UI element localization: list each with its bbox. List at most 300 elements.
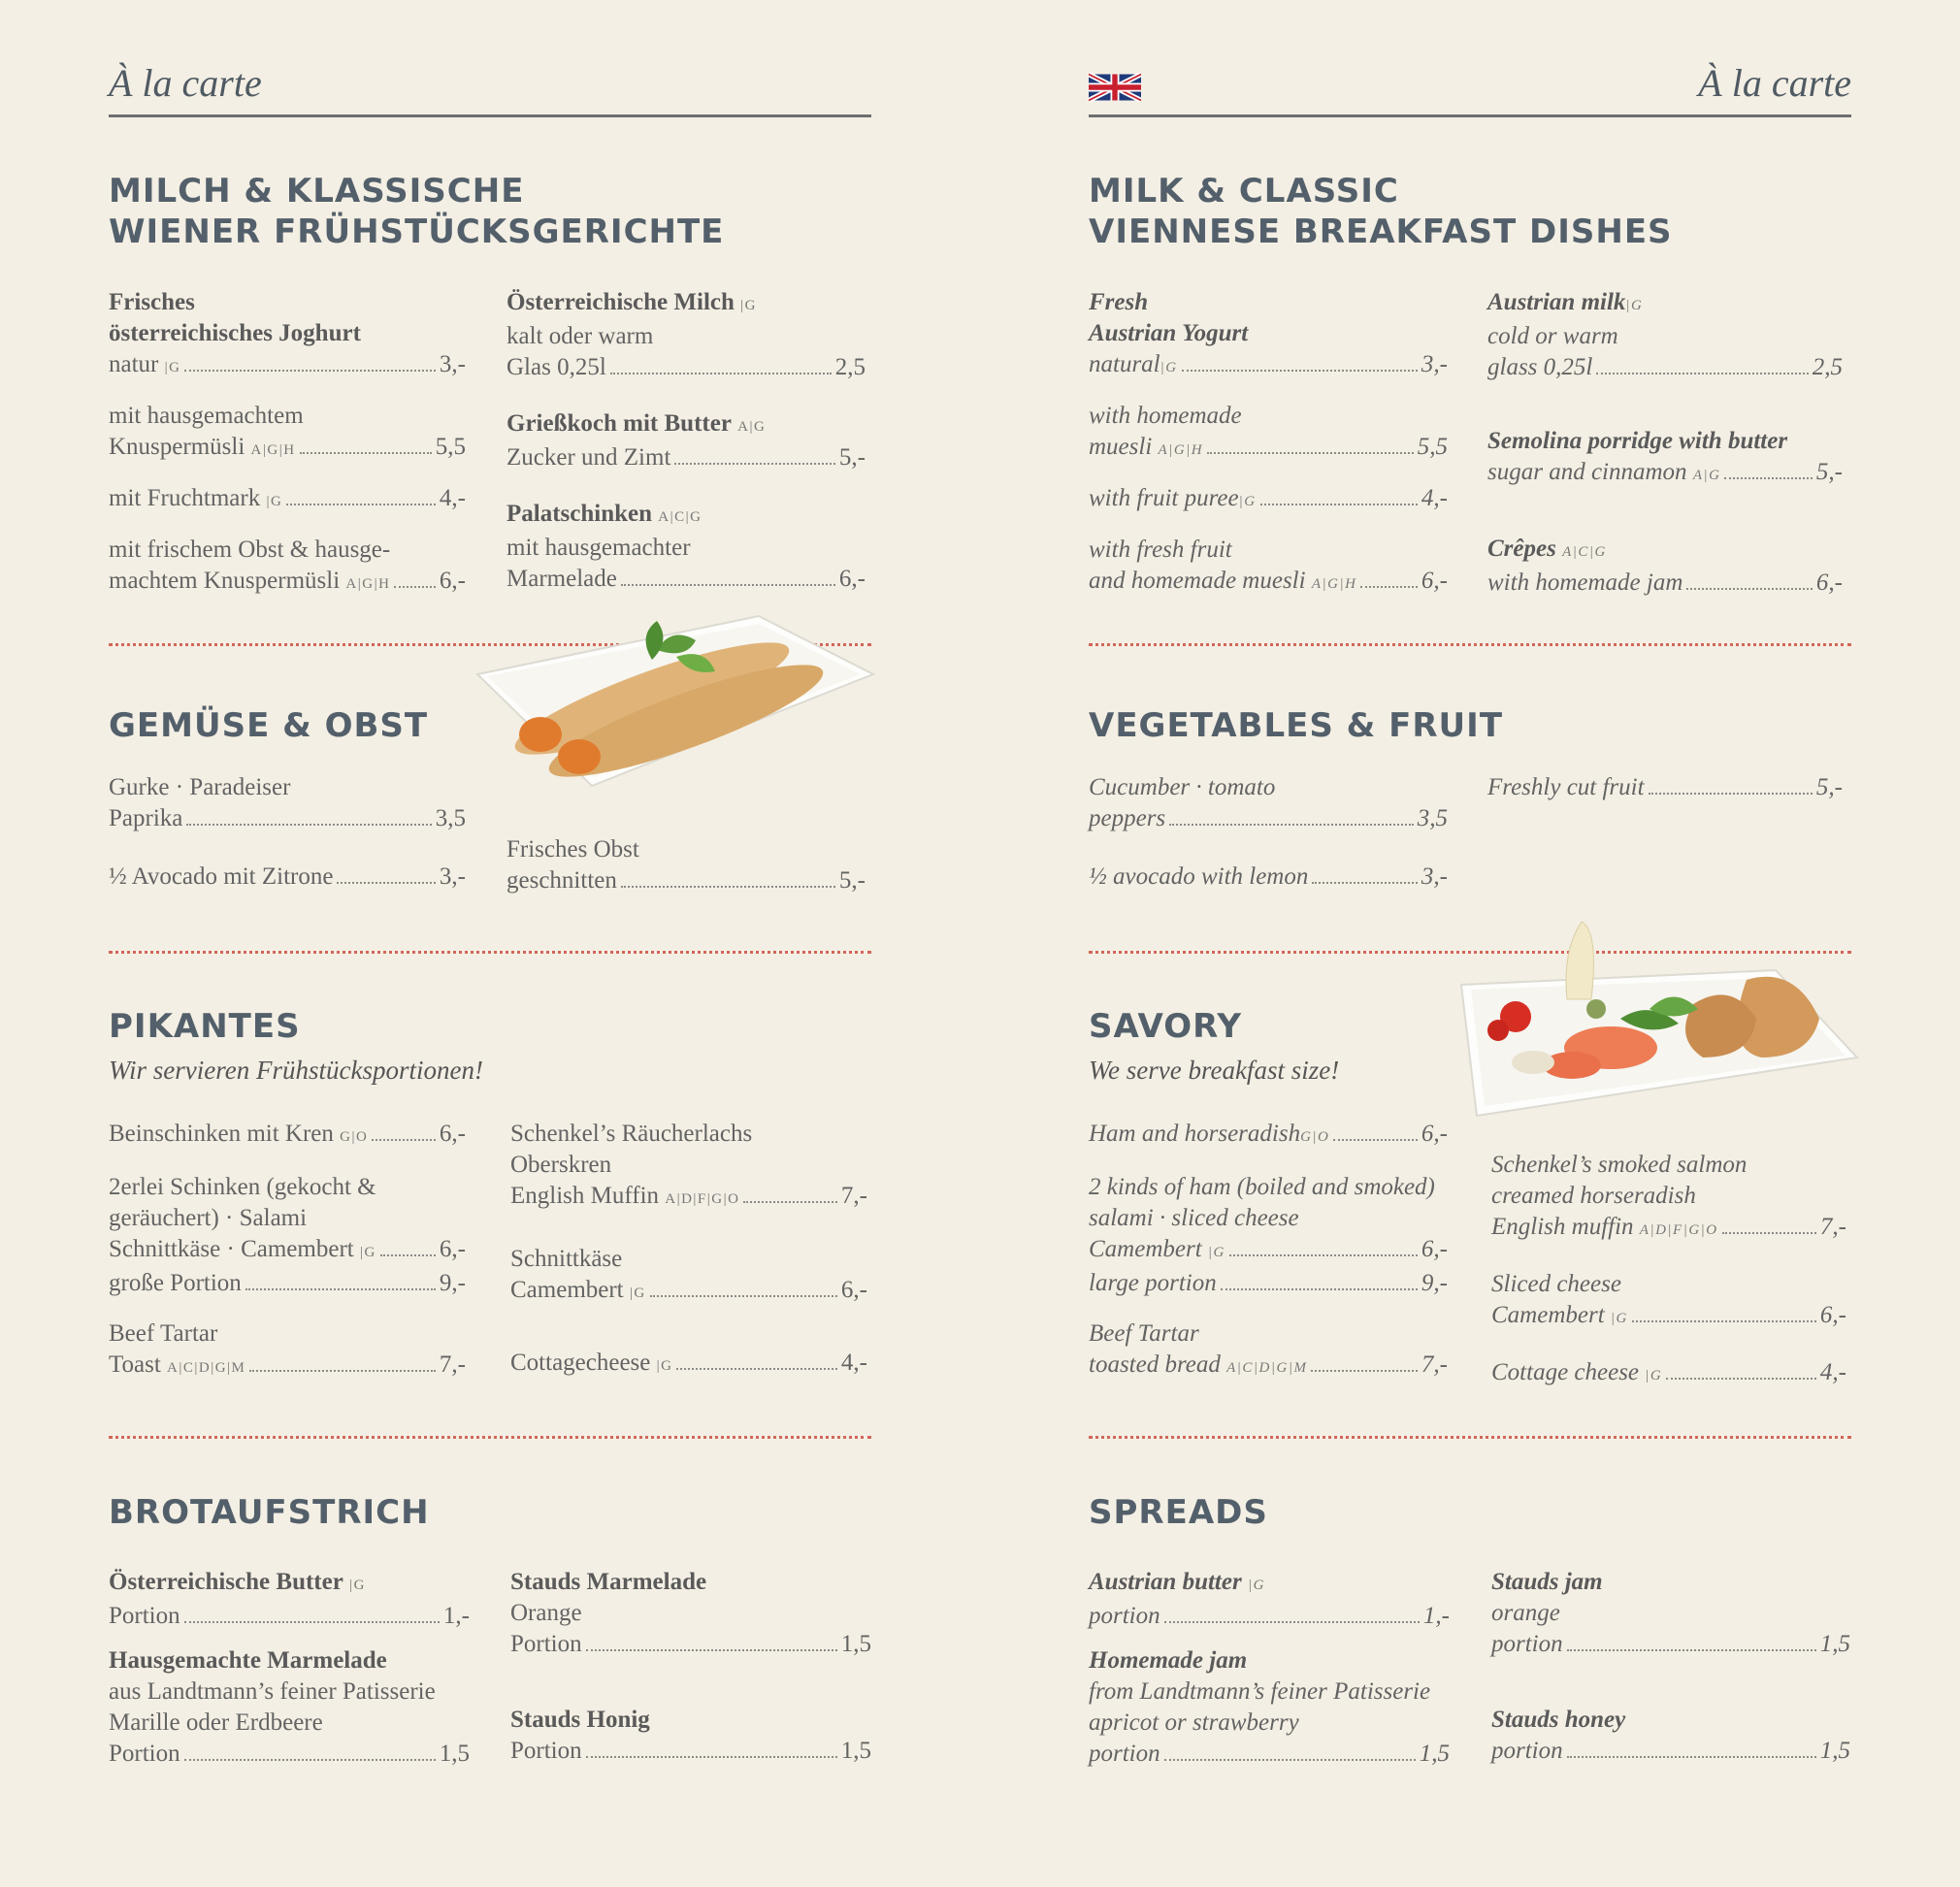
dot-leader (1567, 1649, 1816, 1651)
item-price: 6,- (840, 1277, 867, 1303)
item-desc: Zucker und Zimt (506, 444, 671, 471)
item-desc: mit hausgemachter (506, 535, 691, 561)
item-name: Österreichische Butter (109, 1569, 343, 1595)
dot-leader (743, 1201, 836, 1203)
page-header-right: À la carte (1698, 61, 1851, 105)
item-desc: sugar and cinnamon (1487, 459, 1687, 485)
section-divider (1089, 643, 1851, 646)
dot-leader (1360, 586, 1418, 588)
allergen-codes: A|D|F|G|O (1639, 1222, 1718, 1238)
dot-leader (1649, 793, 1813, 795)
item-desc: Toast (109, 1351, 161, 1378)
item-desc: Portion (109, 1741, 180, 1767)
item-price: 1,- (442, 1603, 470, 1629)
allergen-codes: |G (349, 1578, 366, 1593)
item-price: 4,- (439, 485, 466, 511)
dot-leader (586, 1649, 837, 1651)
dot-leader (1312, 882, 1418, 884)
menu-column (506, 287, 866, 612)
menu-item (1089, 535, 1448, 600)
item-desc: Frisches Obst (506, 836, 639, 862)
item-desc: mit frischem Obst & hausge- (109, 537, 391, 563)
item-price: 5,- (1815, 774, 1843, 800)
item-desc: large portion (1089, 1270, 1217, 1296)
item-desc: machtem Knuspermüsli (109, 568, 341, 594)
dot-leader (245, 1288, 436, 1290)
item-desc: Oberskren (510, 1152, 612, 1178)
item-price: 1,- (1422, 1603, 1450, 1629)
item-price: 7,- (1421, 1351, 1448, 1378)
menu-item (510, 1348, 867, 1382)
item-price: 5,- (838, 444, 866, 471)
allergen-codes: A|G|H (1311, 576, 1357, 592)
price-line (506, 442, 866, 473)
allergen-codes: |G (266, 494, 283, 509)
item-desc: Portion (510, 1631, 582, 1657)
menu-item (1491, 1567, 1850, 1660)
price-line (1491, 1629, 1850, 1660)
item-price: 4,- (840, 1350, 867, 1376)
price-line (1487, 568, 1843, 599)
menu-item (1089, 772, 1448, 834)
header-rule-right (1089, 114, 1851, 117)
item-price: 5,- (1815, 459, 1843, 485)
item-price: 4,- (1819, 1359, 1846, 1385)
dot-leader (286, 504, 436, 505)
item-desc: Portion (510, 1738, 582, 1764)
item-desc: creamed horseradish (1491, 1183, 1696, 1209)
menu-item (510, 1244, 867, 1309)
item-desc: Ham and horseradish (1089, 1121, 1301, 1147)
item-desc: and homemade muesli (1089, 568, 1306, 594)
menu-item (109, 772, 466, 834)
item-price: 1,5 (439, 1741, 470, 1767)
menu-item (506, 408, 866, 473)
item-desc: with fruit puree (1089, 485, 1239, 511)
item-price: 7,- (439, 1351, 466, 1378)
dot-leader (621, 886, 835, 888)
dot-leader (1164, 1759, 1416, 1761)
item-price: 5,5 (435, 434, 466, 460)
dot-leader (1333, 1139, 1418, 1141)
allergen-codes: A|C|D|G|M (167, 1360, 246, 1376)
item-name: Austrian milk (1487, 289, 1626, 315)
menu-item (1089, 1172, 1448, 1299)
menu-item (506, 287, 866, 383)
item-price: 3,- (439, 351, 466, 377)
item-price: 6,- (439, 1236, 466, 1262)
menu-item (109, 535, 466, 600)
menu-item (109, 401, 466, 466)
price-line (109, 1268, 466, 1299)
price-line (1089, 1119, 1448, 1153)
item-desc: Schenkel’s smoked salmon (1491, 1152, 1748, 1178)
price-line (1089, 1268, 1448, 1299)
menu-column (1491, 1567, 1850, 1784)
item-desc: toasted bread (1089, 1351, 1221, 1378)
item-desc: Orange (510, 1600, 582, 1626)
item-name: Stauds honey (1491, 1707, 1626, 1733)
allergen-codes: |G (1207, 1245, 1225, 1260)
price-line (109, 483, 466, 517)
price-line (1491, 1736, 1850, 1767)
allergen-codes: |G (164, 360, 181, 375)
price-line (1487, 352, 1843, 383)
item-desc: Cottagecheese (510, 1350, 651, 1376)
menu-column (510, 1119, 867, 1399)
section-title-milk-en (1089, 171, 1673, 252)
section-divider (109, 1436, 871, 1439)
dot-leader (249, 1370, 436, 1372)
page-header-left: À la carte (109, 61, 262, 105)
item-desc: with homemade (1089, 403, 1242, 429)
item-desc: Sliced cheese (1491, 1271, 1621, 1297)
item-desc: Knuspermüsli (109, 434, 245, 460)
crepes-dish-image (468, 606, 875, 791)
item-price: 3,- (1421, 351, 1448, 377)
price-line (1089, 803, 1448, 834)
item-desc: Cottage cheese (1491, 1359, 1640, 1385)
dot-leader (1722, 1232, 1816, 1234)
allergen-codes: A|C|D|G|M (1226, 1360, 1308, 1376)
item-name: Homemade jam (1089, 1647, 1248, 1674)
item-price: 1,5 (1819, 1631, 1850, 1657)
allergen-codes: A|G|H (1158, 442, 1204, 458)
menu-item (1491, 1150, 1846, 1246)
item-name: Fresh (1089, 289, 1149, 315)
item-price: 6,- (439, 568, 466, 594)
section-divider (109, 951, 871, 954)
section-title-line: MILCH & KLASSISCHE (109, 172, 525, 211)
allergen-codes: G|O (340, 1129, 369, 1145)
allergen-codes: A|C|G (658, 509, 702, 525)
item-price: 7,- (840, 1183, 867, 1209)
menu-column (1487, 287, 1843, 616)
price-line (510, 1348, 867, 1382)
allergen-codes: |G (1238, 494, 1257, 509)
item-desc: muesli (1089, 434, 1153, 460)
section-title-savory-en: SAVORY (1089, 1007, 1243, 1046)
item-desc: Camembert (1491, 1302, 1605, 1328)
allergen-codes: A|G (1692, 468, 1721, 483)
item-name: Crêpes (1487, 536, 1556, 562)
dot-leader (1596, 373, 1808, 374)
price-line (1491, 1212, 1846, 1246)
price-line (1089, 1739, 1450, 1770)
price-line (510, 1275, 867, 1309)
item-price: 5,5 (1417, 434, 1448, 460)
dot-leader (1311, 1370, 1417, 1372)
menu-item (1089, 287, 1448, 383)
item-desc: aus Landtmann’s feiner Patisserie (109, 1678, 436, 1705)
menu-column (1089, 1567, 1450, 1787)
menu-item (506, 834, 866, 896)
allergen-codes: A|C|G (1562, 544, 1607, 560)
menu-item (1089, 1645, 1450, 1770)
item-desc: with fresh fruit (1089, 537, 1232, 563)
dot-leader (1164, 1621, 1420, 1623)
price-line (510, 1736, 871, 1767)
item-name: Austrian Yogurt (1089, 320, 1249, 346)
item-name: Frisches (109, 289, 195, 315)
item-price: 3,- (439, 863, 466, 890)
price-line (1089, 1234, 1448, 1268)
menu-column (109, 287, 466, 617)
menu-column (1487, 772, 1843, 821)
item-name: Stauds jam (1491, 1569, 1603, 1595)
menu-item (510, 1567, 871, 1660)
item-price: 6,- (1819, 1302, 1846, 1328)
item-name: Stauds Honig (510, 1707, 650, 1733)
price-line (109, 349, 466, 383)
item-desc: portion (1089, 1603, 1160, 1629)
menu-item (1089, 401, 1448, 466)
item-price: 6,- (439, 1121, 466, 1147)
dot-leader (1169, 824, 1414, 826)
item-name: Grießkoch mit Butter (506, 410, 732, 437)
price-line (1089, 1350, 1448, 1383)
item-desc: Marmelade (506, 566, 617, 592)
item-price: 1,5 (840, 1738, 871, 1764)
item-desc: Paprika (109, 805, 183, 831)
allergen-codes: |G (740, 298, 757, 313)
item-price: 3,5 (435, 805, 466, 831)
allergen-codes: A|G (737, 419, 767, 435)
item-desc: orange (1491, 1600, 1560, 1626)
menu-item (109, 1318, 466, 1383)
item-desc: peppers (1089, 805, 1166, 831)
menu-column (109, 1119, 466, 1401)
menu-item (1491, 1705, 1850, 1767)
menu-item (506, 499, 866, 595)
menu-item (1089, 1567, 1450, 1632)
item-desc: Cucumber · tomato (1089, 774, 1276, 800)
item-price: 6,- (1421, 568, 1448, 594)
menu-column (1089, 1119, 1448, 1401)
dot-leader (1567, 1756, 1816, 1758)
item-desc: English muffin (1491, 1214, 1634, 1240)
item-desc: cold or warm (1487, 323, 1618, 349)
header-rule-left (109, 114, 871, 117)
price-line (109, 1350, 466, 1383)
item-desc: portion (1491, 1631, 1563, 1657)
dot-leader (380, 1254, 436, 1256)
item-price: 6,- (1815, 569, 1843, 596)
dot-leader (621, 584, 835, 586)
menu-item (510, 1705, 871, 1767)
menu-column (506, 834, 866, 914)
price-line (1487, 457, 1843, 491)
item-desc: Gurke · Paradeiser (109, 774, 291, 800)
menu-item (1089, 1119, 1448, 1153)
dot-leader (394, 586, 436, 588)
menu-item (510, 1119, 867, 1215)
dot-leader (186, 824, 431, 826)
item-desc: kalt oder warm (506, 323, 654, 349)
item-desc: Camembert (510, 1277, 624, 1303)
item-price: 2,5 (1812, 354, 1843, 380)
section-title-savory-de: PIKANTES (109, 1007, 301, 1046)
item-desc: salami · sliced cheese (1089, 1205, 1299, 1231)
item-desc: ½ avocado with lemon (1089, 863, 1309, 890)
price-line (506, 352, 866, 383)
price-line (1491, 1357, 1846, 1391)
section-title-veg-en: VEGETABLES & FRUIT (1089, 706, 1504, 745)
item-price: 6,- (1421, 1121, 1448, 1147)
price-line (510, 1181, 867, 1215)
menu-column (1491, 1150, 1846, 1409)
price-line (1089, 862, 1448, 893)
dot-leader (1632, 1320, 1816, 1322)
item-price: 1,5 (1819, 1738, 1850, 1764)
menu-item (109, 1119, 466, 1153)
menu-column (1089, 772, 1448, 910)
price-line (1487, 772, 1843, 803)
item-desc: glass 0,25l (1487, 354, 1593, 380)
dot-leader (300, 452, 432, 454)
allergen-codes: |G (1625, 298, 1644, 313)
item-desc: portion (1089, 1741, 1160, 1767)
item-desc: Schnittkäse (510, 1246, 623, 1272)
price-line (109, 1234, 466, 1268)
menu-column (109, 772, 466, 910)
item-price: 1,5 (840, 1631, 871, 1657)
menu-item (109, 1645, 470, 1770)
item-desc: Portion (109, 1603, 180, 1629)
allergen-codes: A|G|H (250, 442, 296, 458)
dot-leader (1182, 370, 1418, 372)
price-line (109, 1119, 466, 1153)
section-title-veg-de: GEMÜSE & OBST (109, 706, 429, 745)
item-name: Semolina porridge with butter (1487, 428, 1788, 454)
price-line (506, 564, 866, 595)
dot-leader (676, 1368, 836, 1370)
item-desc: mit hausgemachtem (109, 403, 304, 429)
price-line (109, 862, 466, 893)
menu-item (1491, 1357, 1846, 1391)
item-name: Austrian butter (1089, 1569, 1242, 1595)
item-price: 6,- (838, 566, 866, 592)
menu-item (109, 287, 466, 383)
item-desc: Beinschinken mit Kren (109, 1121, 334, 1147)
dot-leader (1260, 504, 1418, 505)
item-desc: ½ Avocado mit Zitrone (109, 863, 334, 890)
menu-item (1089, 483, 1448, 517)
menu-item (1089, 862, 1448, 893)
menu-item (1487, 772, 1843, 803)
section-title-line: VIENNESE BREAKFAST DISHES (1089, 212, 1673, 251)
item-desc: Schnittkäse · Camembert (109, 1236, 354, 1262)
dot-leader (184, 370, 435, 372)
price-line (1089, 1601, 1450, 1632)
item-desc: große Portion (109, 1270, 242, 1296)
allergen-codes: |G (1645, 1368, 1663, 1383)
dot-leader (1666, 1378, 1816, 1380)
dot-leader (586, 1756, 837, 1758)
menu-column (1089, 287, 1448, 617)
dot-leader (337, 882, 435, 884)
item-desc: mit Fruchtmark (109, 485, 261, 511)
menu-item (1487, 287, 1843, 383)
section-subtitle: Wir servieren Frühstücksportionen! (109, 1056, 483, 1085)
dot-leader (1221, 1288, 1418, 1290)
menu-column (109, 1567, 470, 1787)
item-name: Hausgemachte Marmelade (109, 1647, 387, 1674)
dot-leader (184, 1621, 440, 1623)
price-line (1089, 349, 1448, 383)
item-price: 9,- (1421, 1270, 1448, 1296)
allergen-codes: G|O (1300, 1129, 1330, 1145)
price-line (1089, 483, 1448, 517)
dot-leader (1207, 452, 1414, 454)
item-price: 9,- (439, 1270, 466, 1296)
item-price: 1,5 (1419, 1741, 1450, 1767)
item-desc: Camembert (1089, 1236, 1202, 1262)
section-subtitle: We serve breakfast size! (1089, 1056, 1340, 1085)
price-line (109, 1601, 470, 1632)
item-price: 5,- (838, 867, 866, 894)
item-price: 4,- (1421, 485, 1448, 511)
dot-leader (372, 1139, 436, 1141)
allergen-codes: |G (1247, 1578, 1265, 1593)
section-title-spreads-de: BROTAUFSTRICH (109, 1493, 430, 1532)
menu-column (510, 1567, 871, 1784)
uk-flag-icon (1089, 73, 1141, 102)
item-desc: Beef Tartar (1089, 1320, 1199, 1347)
dot-leader (1686, 588, 1813, 590)
item-name: Palatschinken (506, 501, 653, 527)
section-divider (1089, 1436, 1851, 1439)
item-price: 3,5 (1417, 805, 1448, 831)
price-line (506, 865, 866, 896)
allergen-codes: |G (629, 1285, 646, 1301)
section-title-line: MILK & CLASSIC (1089, 172, 1399, 211)
menu-item (1491, 1269, 1846, 1334)
menu-item (109, 1567, 470, 1632)
price-line (1491, 1300, 1846, 1334)
allergen-codes: A|G|H (345, 576, 391, 592)
menu-item (109, 483, 466, 517)
item-desc: geschnitten (506, 867, 617, 894)
item-desc: apricot or strawberry (1089, 1709, 1299, 1736)
dot-leader (1229, 1254, 1418, 1256)
dot-leader (650, 1295, 837, 1297)
section-title-milk-de (109, 171, 724, 252)
item-desc: with homemade jam (1487, 569, 1683, 596)
item-desc: 2erlei Schinken (gekocht & (109, 1174, 376, 1200)
price-line (109, 566, 466, 600)
item-desc: natural (1089, 351, 1160, 377)
menu-item (1089, 1318, 1448, 1383)
menu-item (109, 862, 466, 893)
price-line (1089, 432, 1448, 466)
item-name: österreichisches Joghurt (109, 320, 361, 346)
item-desc: Marille oder Erdbeere (109, 1709, 323, 1736)
item-price: 3,- (1421, 863, 1448, 890)
dot-leader (610, 373, 832, 374)
menu-item (1487, 534, 1843, 599)
item-desc: 2 kinds of ham (boiled and smoked) (1089, 1174, 1435, 1200)
item-price: 2,5 (834, 354, 866, 380)
price-line (109, 803, 466, 834)
allergen-codes: |G (656, 1358, 673, 1374)
allergen-codes: |G (1160, 360, 1178, 375)
item-desc: Beef Tartar (109, 1320, 218, 1347)
price-line (1089, 566, 1448, 600)
item-desc: Schenkel’s Räucherlachs (510, 1121, 753, 1147)
price-line (510, 1629, 871, 1660)
price-line (109, 1739, 470, 1770)
